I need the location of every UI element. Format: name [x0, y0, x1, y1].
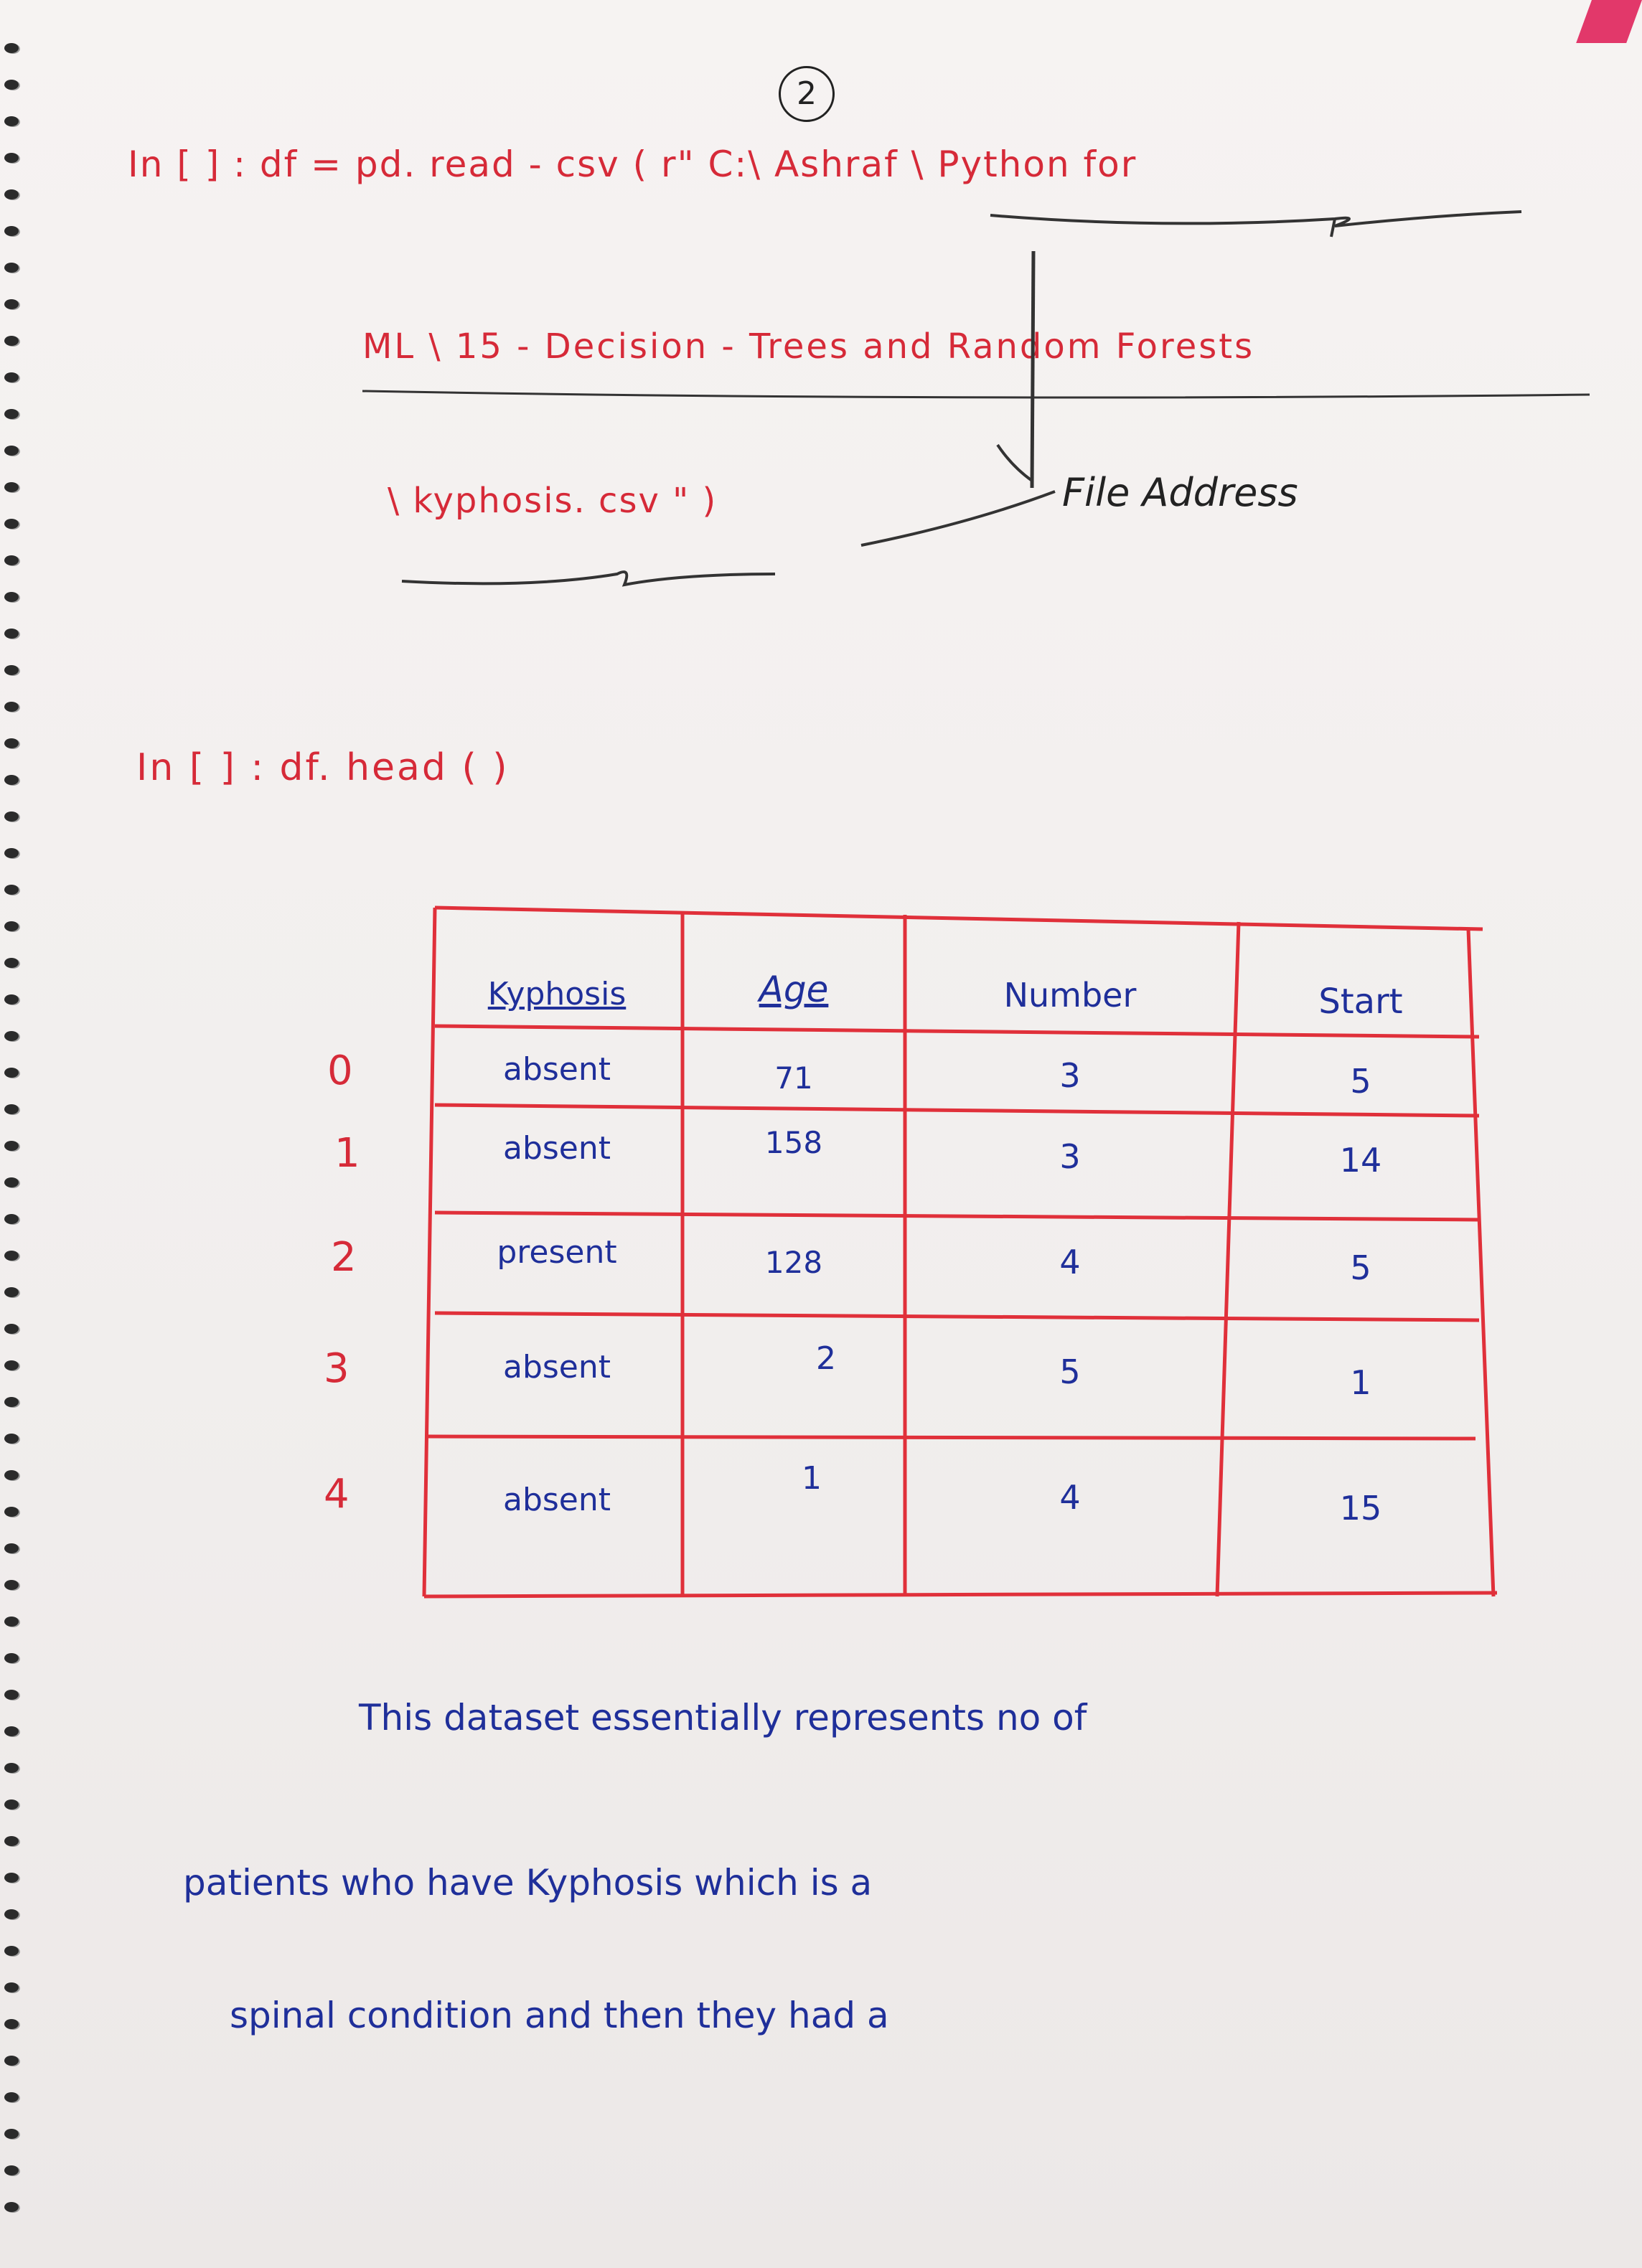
table-cell-kyphosis: absent [502, 1051, 611, 1088]
spiral-hole [4, 1507, 19, 1517]
spiral-hole [4, 2202, 19, 2212]
file-address-braces [0, 0, 1642, 646]
spiral-hole [4, 1214, 19, 1224]
spiral-hole [4, 1141, 19, 1151]
table-cell-kyphosis: absent [502, 1482, 611, 1518]
code-line-read-csv: In [ ] : df = pd. read - csv ( r" C:\ Ashraf \ Python for [128, 143, 1137, 185]
table-cell-kyphosis: absent [502, 1130, 611, 1167]
table-cell-kyphosis: absent [502, 1349, 611, 1385]
spiral-hole [4, 1946, 19, 1956]
spiral-hole [4, 738, 19, 748]
code-line-head: In [ ] : df. head ( ) [136, 746, 510, 789]
spiral-hole [4, 1324, 19, 1334]
code-line-path-continued: ML \ 15 - Decision - Trees and Random Forests [362, 326, 1255, 367]
table-cell-kyphosis: present [497, 1234, 617, 1271]
spiral-hole [4, 1251, 19, 1261]
spiral-hole [4, 1763, 19, 1773]
row-index: 3 [324, 1345, 349, 1392]
spiral-hole [4, 1543, 19, 1553]
spiral-hole [4, 1617, 19, 1627]
row-index: 4 [324, 1471, 349, 1518]
spiral-hole [4, 848, 19, 858]
spiral-hole [4, 1397, 19, 1407]
spiral-hole [4, 921, 19, 931]
spiral-hole [4, 994, 19, 1004]
row-index: 1 [334, 1130, 360, 1177]
spiral-hole [4, 1104, 19, 1114]
spiral-hole [4, 2056, 19, 2066]
file-address-annotation: File Address [1062, 470, 1298, 515]
table-cell-age: 71 [774, 1060, 813, 1096]
spiral-hole [4, 885, 19, 895]
spiral-hole [4, 1726, 19, 1736]
code-line-filename: \ kyphosis. csv " ) [388, 481, 718, 521]
spiral-hole [4, 1470, 19, 1480]
table-cell-age: 1 [802, 1460, 822, 1497]
table-cell-start: 14 [1339, 1141, 1382, 1180]
spiral-hole [4, 2129, 19, 2139]
column-header-kyphosis: Kyphosis [487, 976, 627, 1012]
spiral-hole [4, 1799, 19, 1810]
spiral-hole [4, 1982, 19, 1992]
column-header-age: Age [759, 969, 829, 1010]
row-index: 0 [327, 1048, 353, 1094]
spiral-hole [4, 1068, 19, 1078]
table-cell-start: 5 [1350, 1062, 1371, 1101]
table-cell-number: 4 [1059, 1243, 1081, 1281]
spiral-hole [4, 1031, 19, 1041]
table-cell-age: 2 [816, 1340, 836, 1377]
note-line-1: This dataset essentially represents no of [359, 1697, 1087, 1738]
table-cell-number: 4 [1059, 1478, 1081, 1517]
spiral-hole [4, 2019, 19, 2029]
spiral-hole [4, 1909, 19, 1919]
table-cell-start: 5 [1350, 1248, 1371, 1287]
column-header-number: Number [1003, 976, 1137, 1015]
note-line-3: spinal condition and then they had a [230, 1995, 889, 2036]
table-cell-number: 3 [1059, 1056, 1081, 1095]
spiral-hole [4, 958, 19, 968]
spiral-hole [4, 775, 19, 785]
row-index: 2 [331, 1234, 357, 1281]
table-cell-age: 158 [764, 1125, 823, 1160]
spiral-hole [4, 2165, 19, 2175]
table-cell-start: 15 [1339, 1489, 1382, 1528]
spiral-hole [4, 1836, 19, 1846]
spiral-hole [4, 1360, 19, 1370]
table-cell-number: 5 [1059, 1352, 1081, 1391]
table-cell-age: 128 [764, 1245, 823, 1280]
dataframe-table [324, 897, 1497, 1614]
spiral-hole [4, 811, 19, 822]
spiral-hole [4, 1177, 19, 1187]
spiral-hole [4, 665, 19, 675]
spiral-hole [4, 1287, 19, 1297]
spiral-hole [4, 702, 19, 712]
table-cell-number: 3 [1059, 1137, 1081, 1176]
spiral-hole [4, 2092, 19, 2102]
page-number: 2 [779, 66, 835, 122]
column-header-start: Start [1318, 982, 1403, 1022]
spiral-hole [4, 1580, 19, 1590]
spiral-hole [4, 1434, 19, 1444]
spiral-hole [4, 1653, 19, 1663]
spiral-hole [4, 1873, 19, 1883]
spiral-hole [4, 1690, 19, 1700]
table-cell-start: 1 [1350, 1363, 1371, 1402]
note-line-2: patients who have Kyphosis which is a [183, 1862, 873, 1904]
